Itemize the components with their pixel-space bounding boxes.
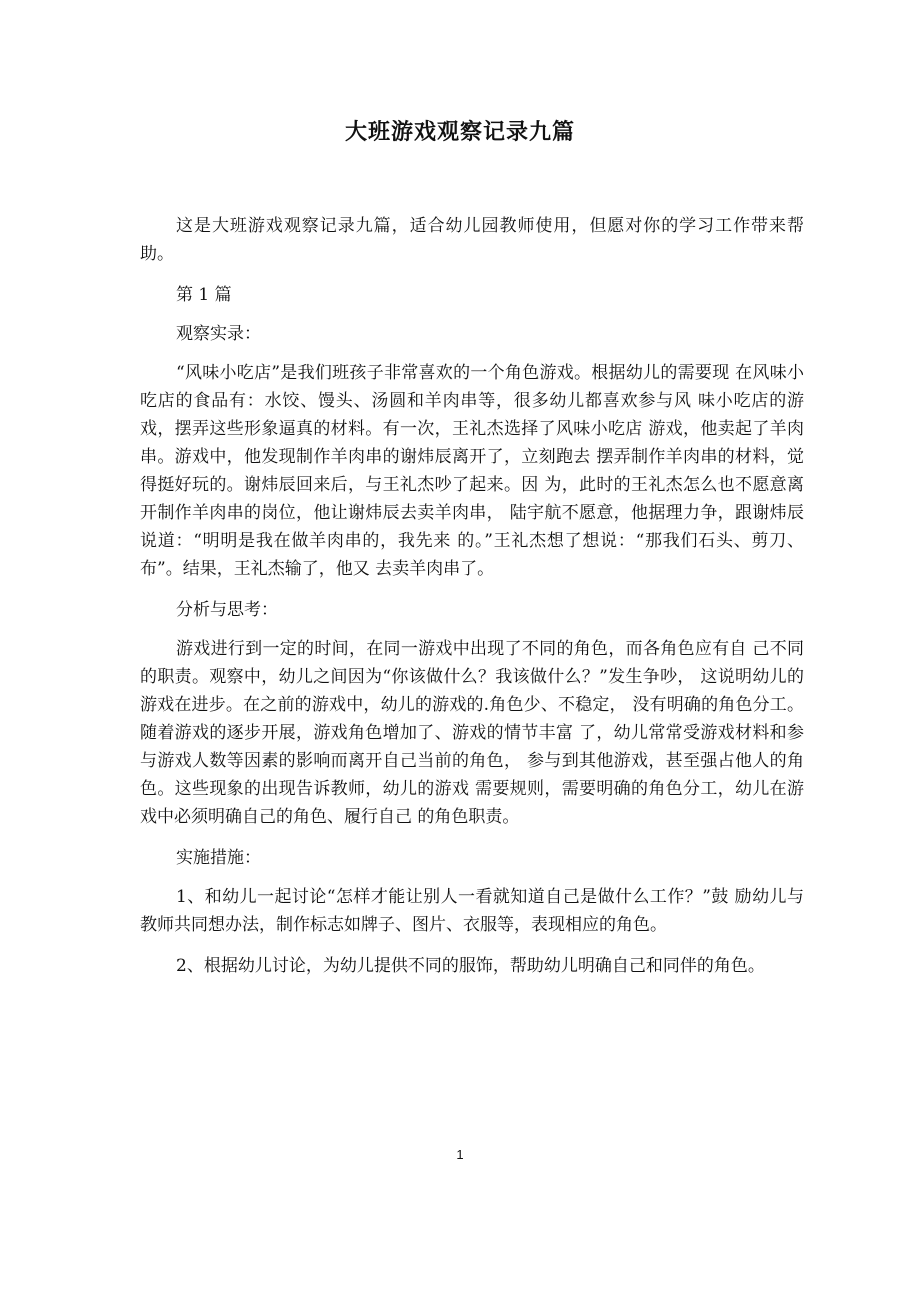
observation-paragraph: “风味小吃店”是我们班孩子非常喜欢的一个角色游戏。根据幼儿的需要现 在风味小吃店的食品有：水饺、馒头、汤圆和羊肉串等，很多幼儿都喜欢参与风 味小吃店的游戏，摆弄这些形象逼真的材料。有一次，王礼杰选择了风味小吃店 游戏，他卖起了羊肉串。游戏中，他发现制作羊肉串的谢炜辰离开了，立刻跑去 摆弄制作羊肉串的材料，觉得挺好玩的。谢炜辰回来后，与王礼杰吵了起来。因 为，此时的王礼杰怎么也不愿意离开制作羊肉串的岗位，他让谢炜辰去卖羊肉串， 陆宇航不愿意，他据理力争，跟谢炜辰说道：“明明是我在做羊肉串的，我先来 的。”王礼杰想了想说：“那我们石头、剪刀、布”。结果，王礼杰输了，他又 去卖羊肉串了。 — [140, 363, 804, 579]
measure-item: 1、和幼儿一起讨论“怎样才能让别人一看就知道自己是做什么工作？”鼓 励幼儿与教师共同想办法，制作标志如牌子、图片、衣服等，表现相应的角色。 — [140, 887, 804, 935]
section-label: 第 1 篇 — [176, 285, 232, 305]
page-number: 1 — [456, 1147, 464, 1162]
document-body — [140, 212, 804, 991]
analysis-heading: 分析与思考： — [176, 600, 278, 620]
document-title: 大班游戏观察记录九篇 — [344, 120, 575, 145]
observation-heading: 观察实录： — [176, 324, 261, 344]
analysis-paragraph: 游戏进行到一定的时间，在同一游戏中出现了不同的角色，而各角色应有自 己不同的职责。观察中，幼儿之间因为“你该做什么？我该做什么？”发生争吵， 这说明幼儿的游戏在进步。在之前的游戏中，幼儿的游戏的.角色少、不稳定， 没有明确的角色分工。随着游戏的逐步开展，游戏角色增加了、游戏的情节丰富 了，幼儿常常受游戏材料和参与游戏人数等因素的影响而离开自己当前的角色， 参与到其他游戏，甚至强占他人的角色。这些现象的出现告诉教师，幼儿的游戏 需要规则，需要明确的角色分工，幼儿在游戏中必须明确自己的角色、履行自己 的角色职责。 — [140, 639, 804, 827]
measures-heading: 实施措施： — [176, 848, 261, 868]
intro-paragraph: 这是大班游戏观察记录九篇，适合幼儿园教师使用，但愿对你的学习工作带来帮助。 — [140, 216, 804, 264]
measure-item: 2、根据幼儿讨论，为幼儿提供不同的服饰，帮助幼儿明确自己和同伴的角色。 — [176, 956, 765, 976]
